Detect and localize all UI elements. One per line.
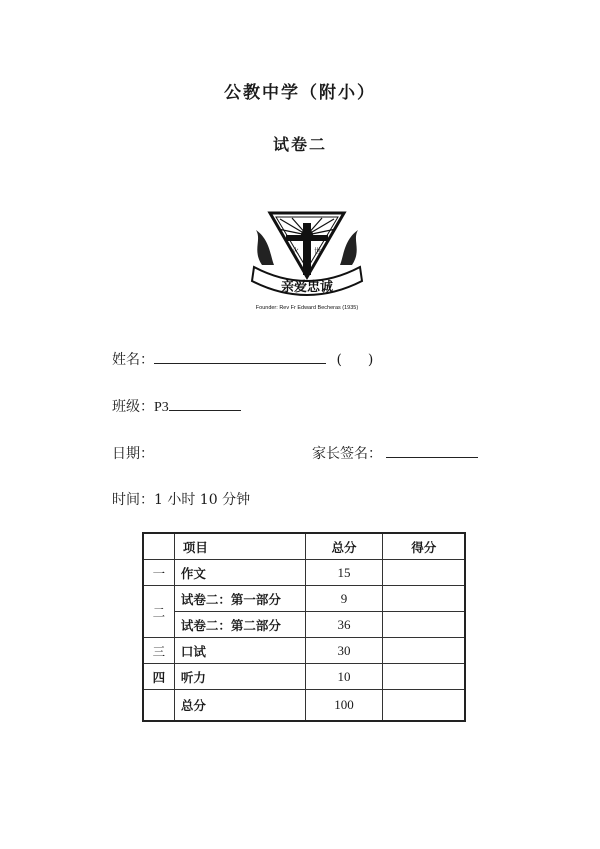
row-total: 30 <box>305 638 383 664</box>
row-score[interactable] <box>383 586 465 612</box>
table-row <box>143 638 465 664</box>
paren-open: ( <box>336 352 342 368</box>
row-score[interactable] <box>383 690 465 721</box>
table-row <box>143 560 465 586</box>
row-num <box>143 690 174 721</box>
crest-founder-text: Founder: Rev Fr Edward Becheras (1935) <box>255 305 359 311</box>
school-crest-icon <box>248 205 366 315</box>
paper-title: 试卷二 <box>272 135 327 154</box>
row-total: 100 <box>305 690 383 721</box>
svg-text:世: 世 <box>314 247 321 255</box>
name-blank[interactable] <box>154 349 326 364</box>
row-item: 作文 <box>174 560 305 586</box>
parent-signature-field <box>312 443 478 463</box>
table-row <box>143 612 465 638</box>
school-name: 公教中学（附小） <box>224 83 376 103</box>
row-score[interactable] <box>383 638 465 664</box>
header-total: 总分 <box>305 533 383 560</box>
parent-signature-label: 家长签名： <box>312 446 382 462</box>
row-item: 试卷二：第二部分 <box>174 612 305 638</box>
row-total: 36 <box>305 612 383 638</box>
row-total: 9 <box>305 586 383 612</box>
date-field <box>112 443 154 463</box>
row-score[interactable] <box>383 560 465 586</box>
row-item: 试卷二：第一部分 <box>174 586 305 612</box>
class-label: 班级： <box>112 399 154 415</box>
table-header-row <box>143 533 465 560</box>
parent-signature-blank[interactable] <box>386 443 478 458</box>
time-value: 1 小时 10 分钟 <box>154 492 251 508</box>
row-score[interactable] <box>383 612 465 638</box>
row-item: 听力 <box>174 664 305 690</box>
row-num: 二 <box>143 586 174 638</box>
class-value: P3 <box>154 400 169 415</box>
row-total: 10 <box>305 664 383 690</box>
header-item: 项目 <box>174 533 305 560</box>
class-field <box>112 396 241 416</box>
row-num: 一 <box>143 560 174 586</box>
crest-motto: 亲爱忠诚 <box>280 280 334 295</box>
class-blank[interactable] <box>169 396 241 411</box>
name-field <box>112 349 373 369</box>
header-num <box>143 533 174 560</box>
row-item: 口试 <box>174 638 305 664</box>
svg-text:火: 火 <box>292 247 299 255</box>
header-score: 得分 <box>383 533 465 560</box>
time-label: 时间： <box>112 492 154 508</box>
table-row <box>143 664 465 690</box>
row-num: 四 <box>143 664 174 690</box>
row-item: 总分 <box>174 690 305 721</box>
row-total: 15 <box>305 560 383 586</box>
row-num: 三 <box>143 638 174 664</box>
date-label: 日期： <box>112 446 154 462</box>
time-field <box>112 489 250 509</box>
score-table <box>142 532 466 722</box>
paren-close: ) <box>367 352 374 368</box>
table-row-total <box>143 690 465 721</box>
table-row <box>143 586 465 612</box>
row-score[interactable] <box>383 664 465 690</box>
name-label: 姓名： <box>112 352 154 368</box>
